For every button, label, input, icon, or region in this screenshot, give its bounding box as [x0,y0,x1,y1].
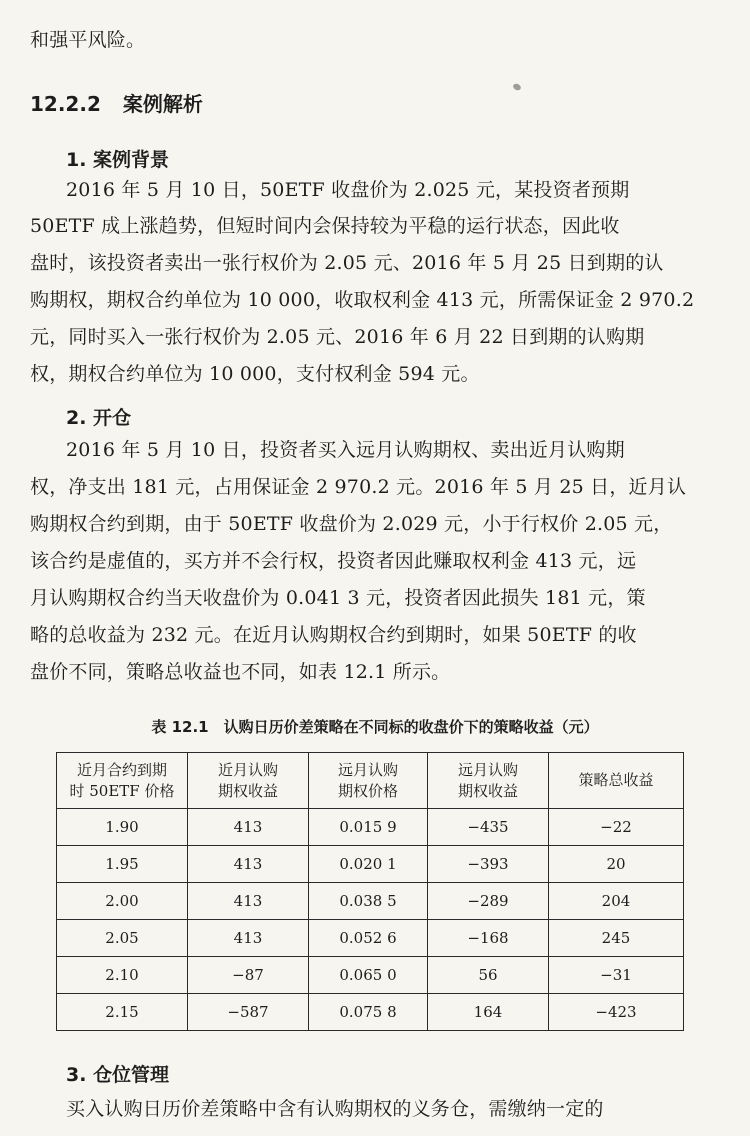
table-cell: −289 [428,883,549,920]
header-line: 远月认购 [457,761,518,780]
header-line: 近月合约到期 [76,761,167,780]
table-cell: 245 [549,920,684,957]
table-row [57,883,684,920]
header-line: 期权价格 [337,781,398,800]
paragraph-line: 权，期权合约单位为 10 000，支付权利金 594 元。 [30,363,480,385]
paragraph-line: 该合约是虚值的，买方并不会行权，投资者因此赚取权利金 413 元，远 [30,550,637,572]
subsection-1-heading: 1. 案例背景 [66,149,170,171]
column-header [188,753,309,809]
table-cell: 413 [188,920,309,957]
paragraph-line: 2016 年 5 月 10 日，投资者买入远月认购期权、卖出近月认购期 [66,439,625,461]
table-cell: 1.95 [57,846,188,883]
table-cell: 204 [549,883,684,920]
intro-fragment: 和强平风险。 [30,29,146,51]
table-cell: 2.10 [57,957,188,994]
table-cell: 0.015 9 [309,809,428,846]
paragraph-line: 元，同时买入一张行权价为 2.05 元、2016 年 6 月 22 日到期的认购期 [30,326,645,348]
subsection-2-heading: 2. 开仓 [66,407,132,429]
scan-speck [512,83,522,92]
column-header [428,753,549,809]
table-header-row [57,753,684,809]
header-line: 期权收益 [457,781,518,800]
table-cell: 0.052 6 [309,920,428,957]
header-line: 期权收益 [217,781,278,800]
table-cell: −393 [428,846,549,883]
paragraph-line: 权，净支出 181 元，占用保证金 2 970.2 元。2016 年 5 月 25 日，近月认 [30,476,687,498]
table-cell: −31 [549,957,684,994]
paragraph-line: 略的总收益为 232 元。在近月认购期权合约到期时，如果 50ETF 的收 [30,624,637,646]
table-cell: −22 [549,809,684,846]
subsection-3-heading: 3. 仓位管理 [66,1064,170,1086]
header-line: 时 50ETF 价格 [69,781,175,800]
table-cell: −168 [428,920,549,957]
table-cell: 0.020 1 [309,846,428,883]
table-cell: 0.075 8 [309,994,428,1031]
table-cell: 413 [188,846,309,883]
paragraph-line: 购期权合约到期，由于 50ETF 收盘价为 2.029 元，小于行权价 2.05 元， [30,513,673,535]
table-cell: 2.15 [57,994,188,1031]
section-heading [30,88,203,117]
table-cell: 1.90 [57,809,188,846]
table-cell: 56 [428,957,549,994]
table-row [57,920,684,957]
paragraph-line: 盘时，该投资者卖出一张行权价为 2.05 元、2016 年 5 月 25 日到期的认 [30,252,664,274]
table-caption: 表 12.1 认购日历价差策略在不同标的收盘价下的策略收益（元） [151,718,599,736]
paragraph-line: 月认购期权合约当天收盘价为 0.041 3 元，投资者因此损失 181 元，策 [30,587,646,609]
table-cell: −587 [188,994,309,1031]
section-number: 12.2.2 [30,92,101,116]
paragraph-line: 购期权，期权合约单位为 10 000，收取权利金 413 元，所需保证金 2 970.2 [30,289,695,311]
column-header [309,753,428,809]
table-row [57,809,684,846]
table-cell: 164 [428,994,549,1031]
paragraph-line: 买入认购日历价差策略中含有认购期权的义务仓，需缴纳一定的 [66,1098,604,1120]
table-cell: −87 [188,957,309,994]
column-header [57,753,188,809]
table-cell: 413 [188,883,309,920]
table-cell: 2.05 [57,920,188,957]
header-line: 远月认购 [337,761,398,780]
section-title: 案例解析 [122,92,203,116]
column-header [549,753,684,809]
strategy-return-table [56,752,684,1031]
table-cell: 2.00 [57,883,188,920]
table-cell: 0.038 5 [309,883,428,920]
header-line: 策略总收益 [578,771,654,790]
paragraph-line: 50ETF 成上涨趋势，但短时间内会保持较为平稳的运行状态，因此收 [30,215,620,237]
paragraph-line: 2016 年 5 月 10 日，50ETF 收盘价为 2.025 元，某投资者预期 [66,179,630,201]
table-cell: 413 [188,809,309,846]
table-row [57,957,684,994]
header-line: 近月认购 [217,761,278,780]
table-row [57,994,684,1031]
table-row [57,846,684,883]
table-cell: 0.065 0 [309,957,428,994]
table-cell: −423 [549,994,684,1031]
table-cell: 20 [549,846,684,883]
paragraph-line: 盘价不同，策略总收益也不同，如表 12.1 所示。 [30,661,451,683]
table-cell: −435 [428,809,549,846]
